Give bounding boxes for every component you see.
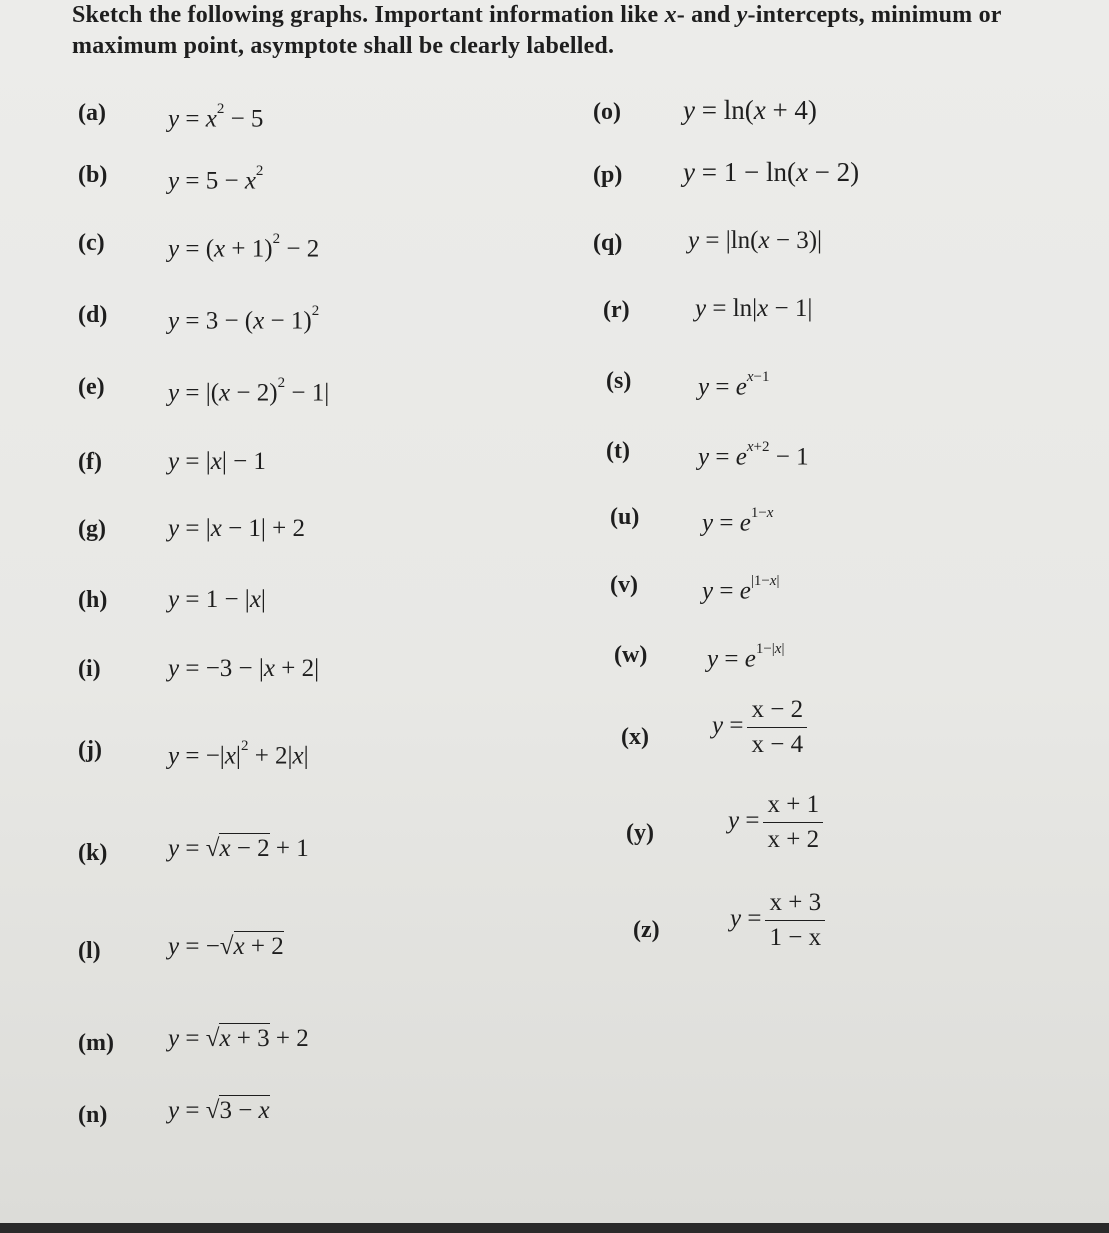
equation-l: y = −√x + 2 xyxy=(168,933,284,960)
equation-a: $y = x^2 - 5$ xyxy=(168,101,264,133)
equation-k: y = √x − 2 + 1 xyxy=(168,835,309,862)
problem-label-m: (m) xyxy=(78,1030,114,1056)
equation-p: y = 1 − ln(x − 2) xyxy=(683,157,860,187)
equation-g: y = |x − 1| + 2 xyxy=(168,515,306,542)
equation-w: $y = e^{1-|x|}$ xyxy=(707,641,785,673)
problem-label-n: (n) xyxy=(78,1102,108,1128)
problem-label-f: (f) xyxy=(78,449,102,475)
problem-label-p: (p) xyxy=(593,162,623,188)
equation-t: $y = e^{x+2} - 1$ xyxy=(698,439,809,471)
fraction-denominator: x − 4 xyxy=(751,731,804,758)
page-bottom-edge xyxy=(0,1223,1109,1233)
problem-label-g: (g) xyxy=(78,516,106,542)
problem-label-l: (l) xyxy=(78,938,101,964)
equation-c: $y = (x + 1)^2 - 2$ xyxy=(168,231,320,263)
equation-h: y = 1 − |x| xyxy=(168,586,266,613)
problem-label-d: (d) xyxy=(78,302,108,328)
problem-label-e: (e) xyxy=(78,374,105,400)
fraction-numerator: x − 2 xyxy=(747,695,807,728)
equation-r: y = ln|x − 1| xyxy=(695,295,813,322)
fraction-denominator: x + 2 xyxy=(767,826,820,853)
problem-label-r: (r) xyxy=(603,297,630,323)
fraction-numerator: x + 1 xyxy=(763,790,823,823)
instructions: Sketch the following graphs. Important information like x- and y-intercepts, minimum or maximum point, asymptote shall be clearly labelled. xyxy=(72,2,1002,59)
equation-u: $y = e^{1-x}$ xyxy=(702,505,774,537)
equation-b: $y = 5 - x^2$ xyxy=(168,163,264,195)
equation-o: y = ln(x + 4) xyxy=(683,95,817,125)
problem-label-j: (j) xyxy=(78,737,102,763)
equation-y: y = $\frac{x + 1}{x + 2}$ xyxy=(728,790,823,855)
problem-label-h: (h) xyxy=(78,587,108,613)
problem-label-t: (t) xyxy=(606,438,630,464)
fraction-numerator: x + 3 xyxy=(765,888,825,921)
problem-label-c: (c) xyxy=(78,230,105,256)
equation-f: y = |x| − 1 xyxy=(168,448,266,475)
problem-label-w: (w) xyxy=(614,642,648,668)
problem-label-a: (a) xyxy=(78,100,106,126)
problem-label-u: (u) xyxy=(610,504,640,530)
equation-n: y = √3 − x xyxy=(168,1097,270,1124)
problem-label-k: (k) xyxy=(78,840,108,866)
equation-z: y = $\frac{x + 3}{1 - x}$ xyxy=(730,888,825,953)
equation-x: y = $\frac{x - 2}{x - 4}$ xyxy=(712,695,807,760)
equation-v: $y = e^{|1-x|}$ xyxy=(702,573,780,605)
problem-label-x: (x) xyxy=(621,724,649,750)
equation-i: y = −3 − |x + 2| xyxy=(168,655,320,682)
problem-label-v: (v) xyxy=(610,572,638,598)
problem-label-y: (y) xyxy=(626,820,654,846)
problem-label-z: (z) xyxy=(633,917,660,943)
problem-label-s: (s) xyxy=(606,368,632,394)
equation-s: $y = e^{x-1}$ xyxy=(698,369,770,401)
equation-d: $y = 3 - (x - 1)^2$ xyxy=(168,303,320,335)
problem-label-b: (b) xyxy=(78,162,108,188)
fraction-denominator: 1 − x xyxy=(769,924,822,951)
equation-q: y = |ln(x − 3)| xyxy=(688,227,823,254)
problem-label-q: (q) xyxy=(593,230,623,256)
problem-label-i: (i) xyxy=(78,656,101,682)
equation-j: $y = -|x|^2 + 2|x|$ xyxy=(168,738,309,770)
equation-e: $y = |(x - 2)^2 - 1|$ xyxy=(168,375,330,407)
problem-label-o: (o) xyxy=(593,99,621,125)
equation-m: y = √x + 3 + 2 xyxy=(168,1025,309,1052)
